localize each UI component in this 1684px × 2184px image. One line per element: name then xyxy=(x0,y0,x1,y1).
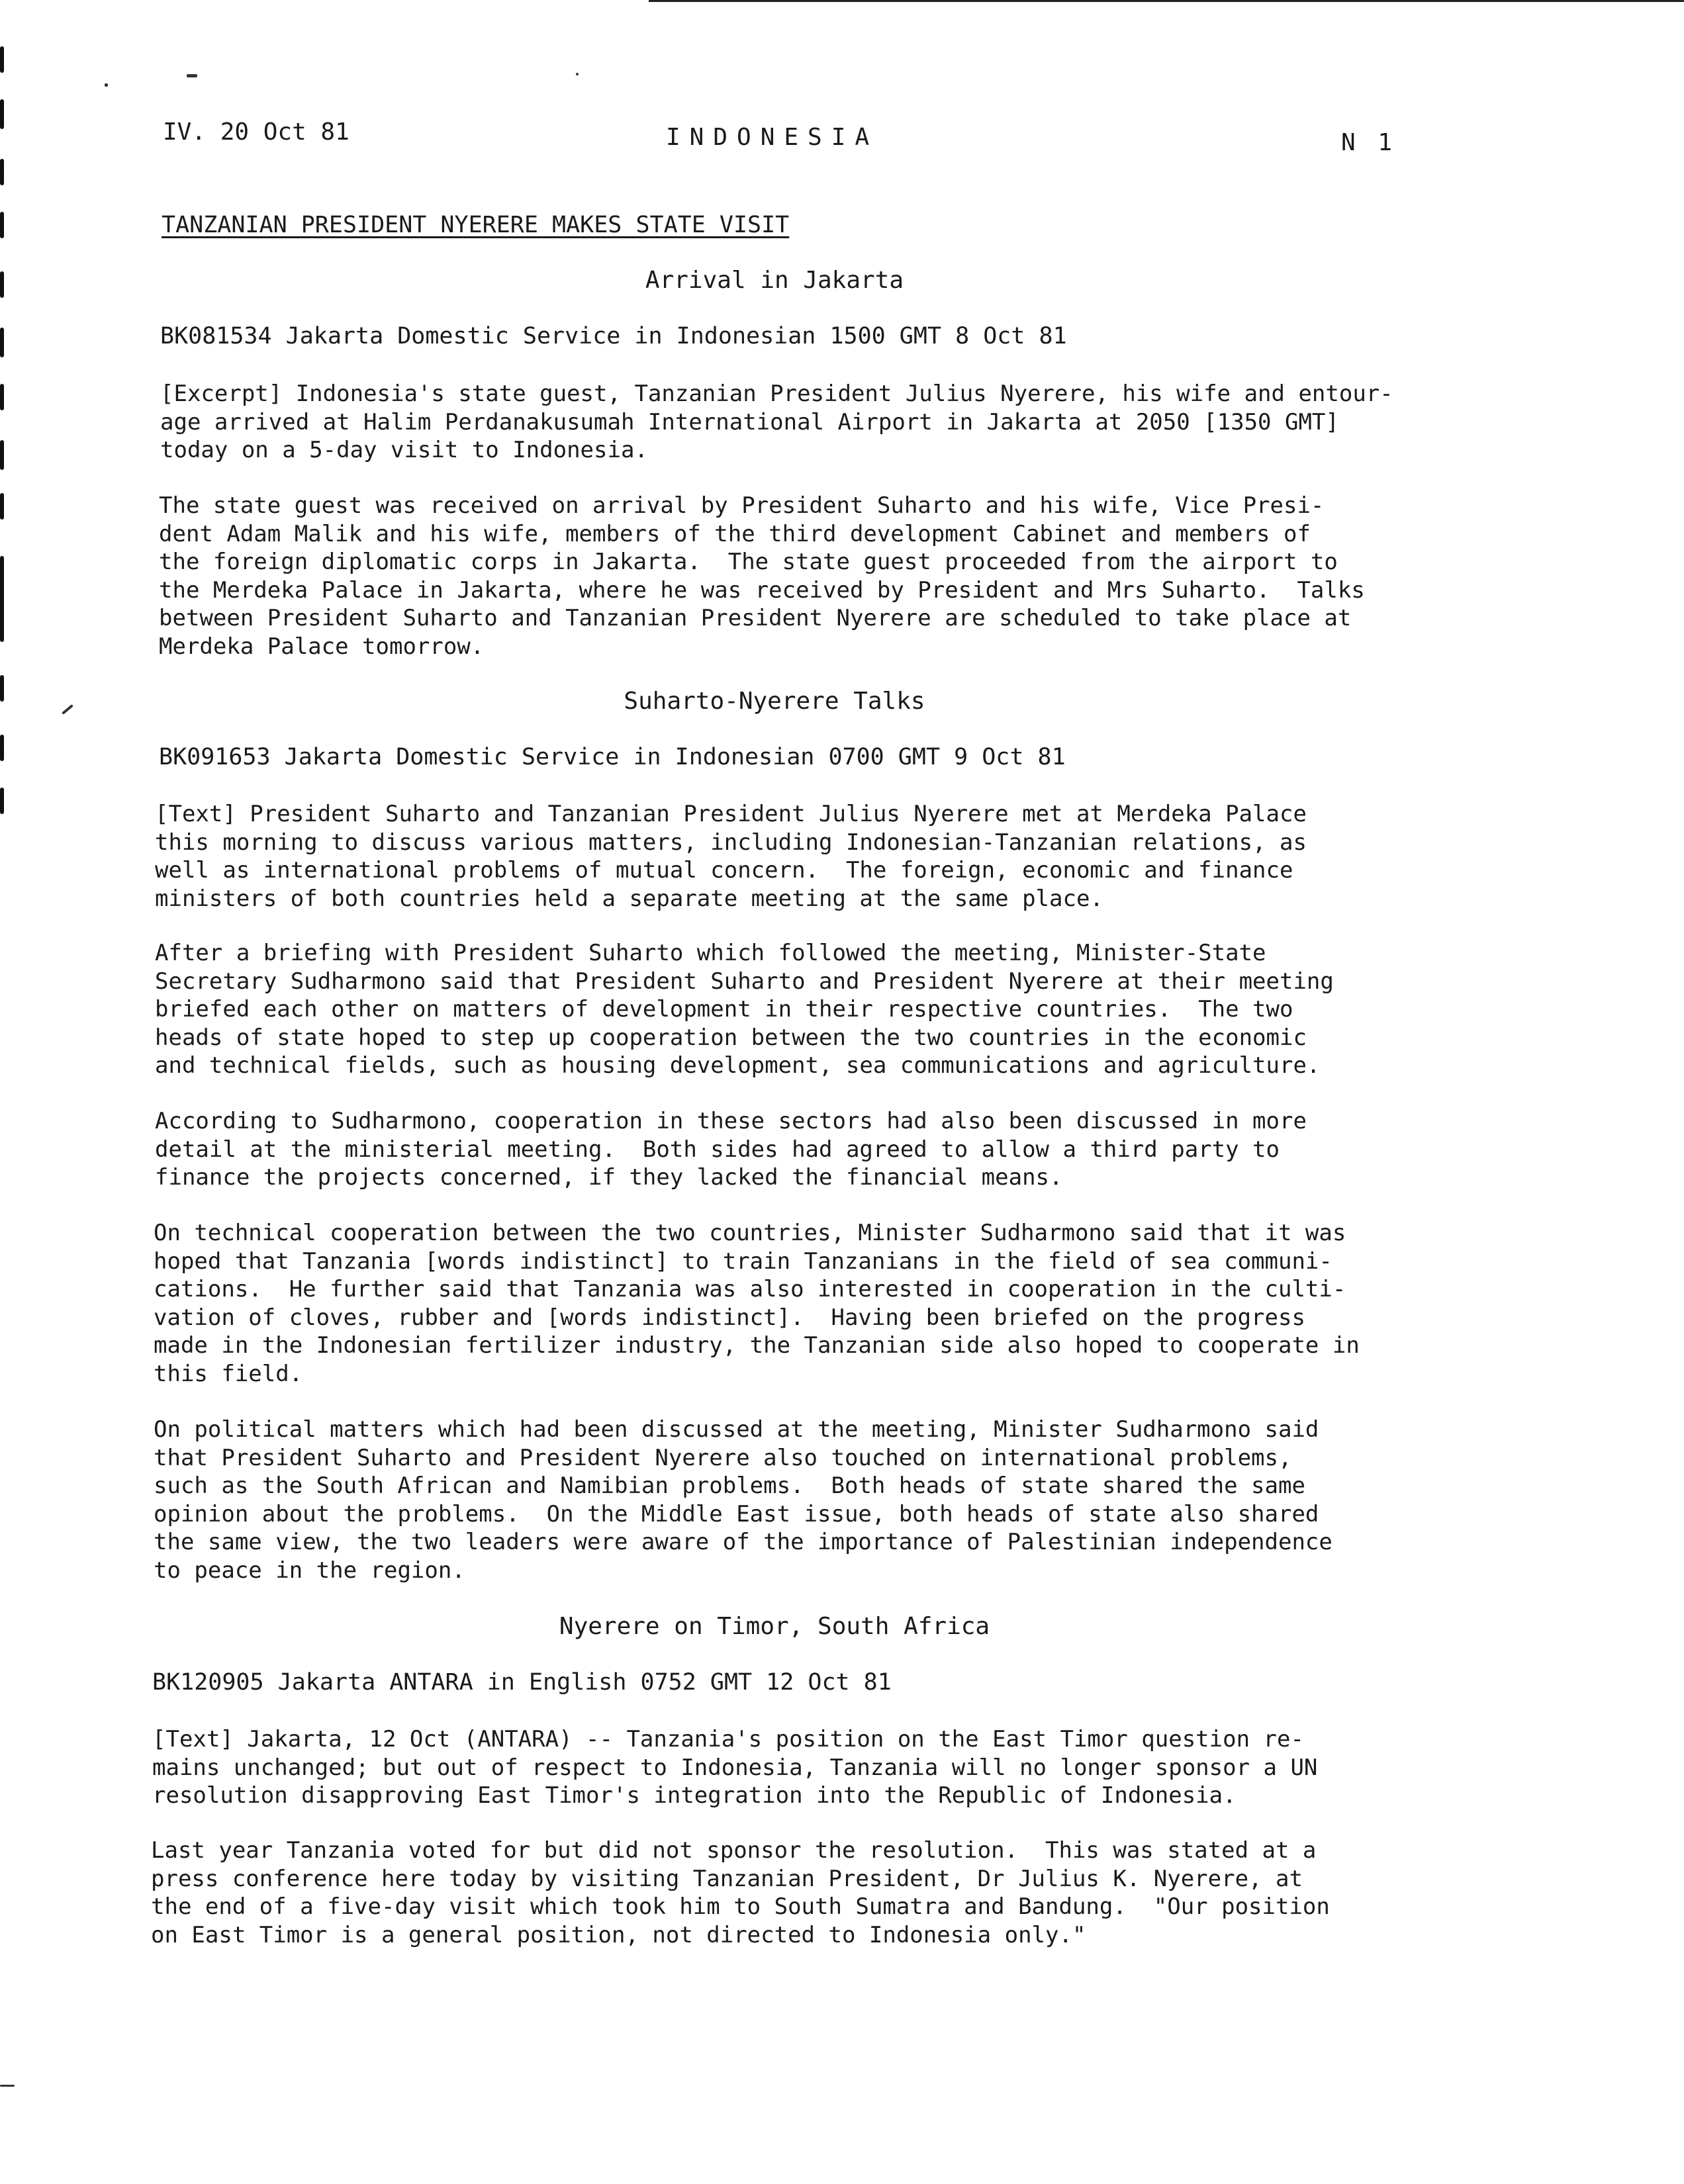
binding-edge-mark xyxy=(0,440,4,470)
binding-edge-mark xyxy=(0,212,4,238)
paragraph: [Text] Jakarta, 12 Oct (ANTARA) -- Tanzania's position on the East Timor question re- mains unchanged; but out of respect to Indonesia, Tanzania will no longer sponsor a UN resolution disapproving East Timor's integration into the Republic of Indonesia. xyxy=(152,1726,1318,1809)
binding-edge-mark xyxy=(0,493,4,520)
section-dateline: BK120905 Jakarta ANTARA in English 0752 GMT 12 Oct 81 xyxy=(152,1669,892,1696)
section-heading: Nyerere on Timor, South Africa xyxy=(559,1613,990,1640)
paragraph: On technical cooperation between the two countries, Minister Sudharmono said that it was hoped that Tanzania [words indistinct] to train Tanzanians in the field of sea communi- cations. He further said that Tanzania was also interested in cooperation in the culti- vation of cloves, rubber and [words indistinct]. Having been briefed on the progress made in the Indonesian fertilizer industry, the Tanzanian side also hoped to cooperate in this field. xyxy=(154,1220,1360,1387)
binding-edge-mark xyxy=(0,384,4,410)
paragraph: The state guest was received on arrival by President Suharto and his wife, Vice Presi- dent Adam Malik and his wife, members of the third development Cabinet and members of the foreign diplomatic corps in Jakarta. The state guest proceeded from the airport to the Merdeka Palace in Jakarta, where he was received by President and Mrs Suharto. Talks between President Suharto and Tanzanian President Nyerere are scheduled to take place at Merdeka Palace tomorrow. xyxy=(159,492,1365,660)
binding-edge-mark xyxy=(0,556,4,642)
paragraph: After a briefing with President Suharto which followed the meeting, Minister-State Secretary Sudharmono said that President Suharto and President Nyerere at their meeting briefed each other on matters of development in their respective countries. The two heads of state hoped to step up cooperation between the two countries in the economic and technical fields, such as housing development, sea communications and agriculture. xyxy=(155,940,1334,1079)
binding-edge-mark xyxy=(0,159,4,185)
section-heading: Suharto-Nyerere Talks xyxy=(624,688,925,715)
scan-speck xyxy=(105,83,108,87)
binding-edge-mark xyxy=(0,99,4,129)
paragraph: [Text] President Suharto and Tanzanian President Julius Nyerere met at Merdeka Palace this morning to discuss various matters, including Indonesian-Tanzanian relations, as well as international problems of mutual concern. The foreign, economic and finance ministers of both countries held a separate meeting at the same place. xyxy=(155,801,1307,912)
article-title: TANZANIAN PRESIDENT NYERERE MAKES STATE VISIT xyxy=(162,212,790,238)
binding-edge-mark xyxy=(0,735,4,761)
section-dateline: BK081534 Jakarta Domestic Service in Indonesian 1500 GMT 8 Oct 81 xyxy=(160,323,1067,349)
paragraph: [Excerpt] Indonesia's state guest, Tanzanian President Julius Nyerere, his wife and entour- age arrived at Halim Perdanakusumah International Airport in Jakarta at 2050 [1350 GMT] today on a 5-day visit to Indonesia. xyxy=(160,381,1393,463)
country-heading: INDONESIA xyxy=(666,124,879,151)
top-edge-rule xyxy=(649,0,1684,2)
paragraph: On political matters which had been discussed at the meeting, Minister Sudharmono said that President Suharto and President Nyerere also touched on international problems, such as the South African and Namibian problems. Both heads of state shared the same opinion about the problems. On the Middle East issue, both heads of state also shared the same view, the two leaders were aware of the importance of Palestinian independence to peace in the region. xyxy=(154,1416,1333,1584)
section-heading: Arrival in Jakarta xyxy=(645,267,904,294)
scan-speck xyxy=(187,74,197,77)
binding-edge-mark xyxy=(0,46,4,73)
paragraph: According to Sudharmono, cooperation in these sectors had also been discussed in more detail at the ministerial meeting. Both sides had agreed to allow a third party to finance the projects concerned, if they lacked the financial means. xyxy=(155,1108,1307,1191)
scan-speck xyxy=(576,73,579,75)
paragraph: Last year Tanzania voted for but did not sponsor the resolution. This was stated at a press conference here today by visiting Tanzanian President, Dr Julius K. Nyerere, at the end of a five-day visit which took him to South Sumatra and Bandung. "Our position on East Timor is a general position, not directed to Indonesia only." xyxy=(151,1837,1330,1948)
binding-edge-mark xyxy=(0,788,4,814)
binding-edge-mark xyxy=(0,328,4,357)
scan-speck xyxy=(0,2085,15,2087)
section-dateline: BK091653 Jakarta Domestic Service in Indonesian 0700 GMT 9 Oct 81 xyxy=(159,744,1066,770)
issue-date: IV. 20 Oct 81 xyxy=(163,118,350,146)
page-code: N 1 xyxy=(1341,129,1397,156)
